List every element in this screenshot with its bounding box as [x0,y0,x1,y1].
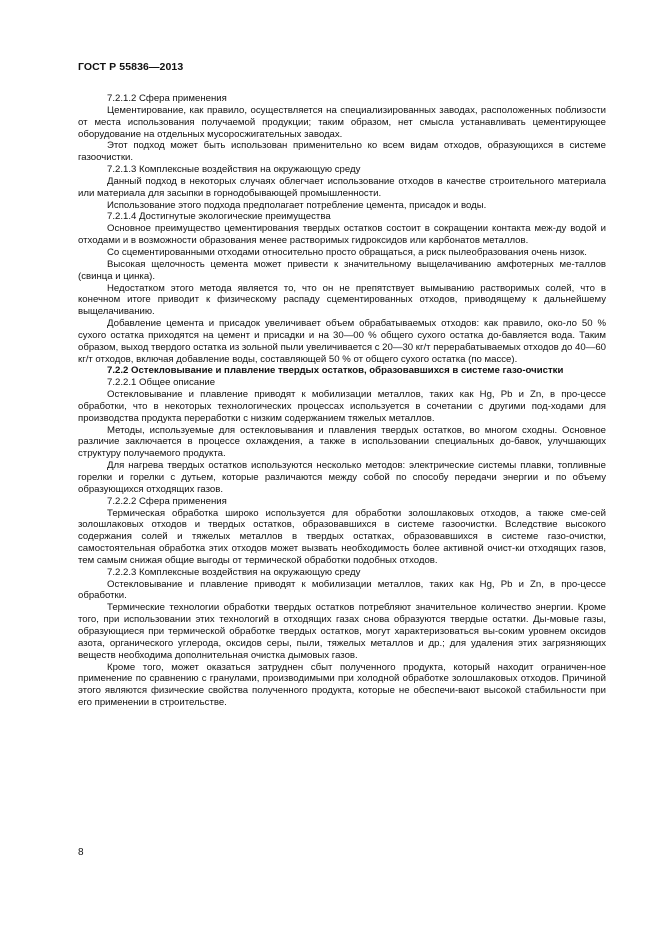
paragraph: Цементирование, как правило, осуществляется на специализированных заводах, расположенных поблизости от места использования получаемой продукции; таким образом, нет смысла устанавливать цементирующее оборудование на отдельных мусоросжигательных заводах. [78,104,606,140]
paragraph: Методы, используемые для остекловывания и плавления твердых остатков, во многом сходны. Основное различие заключается в процессе охлаждения, а также в использовании специальных до-бавок, улучшающих структуру получаемого продукта. [78,424,606,460]
paragraph: Недостатком этого метода является то, что он не препятствует вымыванию растворимых солей, что в конечном итоге приводит к физическому распаду сцементированных отходов, приводящему к дальнейшему выщелачиванию. [78,282,606,318]
paragraph: Основное преимущество цементирования твердых остатков состоит в сокращении контакта меж-ду водой и отходами и в возможности образования менее растворимых гидроксидов или карбонатов металлов. [78,223,606,247]
section-heading: 7.2.2.2 Сфера применения [107,495,227,507]
paragraph: Остекловывание и плавление приводят к мобилизации металлов, таких как Hg, Pb и Zn, в про-цессе обработки. [78,578,606,602]
paragraph: Со сцементированными отходами относительно просто обращаться, а риск пылеобразования очень низок. [107,246,587,258]
page-number: 8 [78,847,84,858]
paragraph: Остекловывание и плавление приводят к мобилизации металлов, таких как Hg, Pb и Zn, в про-цессе обработки, что в некоторых технологических процессах используется в сочетании с другими под-ходами для производства продукта переработки с низким содержанием тяжелых металлов. [78,389,606,424]
paragraph: Для нагрева твердых остатков используются несколько методов: электрические системы плавки, топливные горелки и горелки с дутьем, которые различаются между собой по способу передачи энергии и по объему образующихся отходящих газов. [78,460,606,495]
paragraph: Термические технологии обработки твердых остатков потребляют значительное количество энергии. Кроме того, при использовании этих технологий в отходящих газах снова образуются твердые остатки. Ды-мовые газы, образующиеся при термической обработке твердых остатков, могут характеризоваться вы-соким уровнем оксидов азота, органического углерода, оксидов серы, пыли, тяжелых металлов и др.; для удаления этих загрязняющих веществ необходима дополнительная очистка дымовых газов. [78,602,606,661]
paragraph: Этот подход может быть использован применительно ко всем видам отходов, образующихся в системе газоочистки. [78,140,606,164]
paragraph: Добавление цемента и присадок увеличивает объем обрабатываемых отходов: как правило, око-ло 50 % сухого остатка приходятся на цемент и присадки и на 30—00 % общего сухого остатка до-бавляется вода. Таким образом, выход твердого остатка из зольной пыли увеличивается с 20—30 кг/т перерабатываемых отходов до 40—60 кг/т отходов, включая добавление воды, составляющей 50 % от общего сухого остатка (по массе). [78,318,606,365]
section-heading: 7.2.2.3 Комплексные воздействия на окружающую среду [107,566,361,578]
paragraph: Термическая обработка широко используется для обработки золошлаковых отходов, а также сме-сей золошлаковых отходов и твердых остатков, образовавшихся в системе газоочистки. Вследствие высокого содержания солей и тяжелых металлов в твердых остатках, образовавшихся в системе газо-очистки, самостоятельная обработка этих отходов может вызвать необходимость более активной очист-ки отходящих газов, тем самым снижая общие выгоды от термической обработки подобных отходов. [78,507,606,566]
section-heading: 7.2.1.3 Комплексные воздействия на окружающую среду [107,164,361,176]
section-heading: 7.2.2 Остекловывание и плавление твердых остатков, образовавшихся в системе газо-очистки [107,365,564,377]
paragraph: Высокая щелочность цемента может привести к значительному выщелачиванию амфотерных ме-таллов (свинца и цинка). [78,258,606,282]
section-heading: 7.2.2.1 Общее описание [107,377,216,389]
paragraph: Кроме того, может оказаться затруднен сбыт полученного продукта, который находит ограничен-ное применение по сравнению с гранулами, производимыми при холодной обработке золошлаковых отходов. Причиной этого являются физические свойства полученного продукта, которые не обеспечи-вают высокой стабильности при его применении в строительстве. [78,661,606,709]
document-body [78,93,606,709]
document-header: ГОСТ Р 55836—2013 [78,61,184,73]
paragraph: Использование этого подхода предполагает потребление цемента, присадок и воды. [107,199,487,211]
paragraph: Данный подход в некоторых случаях облегчает использование отходов в качестве строительного материала или материала для засыпки в горнодобывающей промышленности. [78,175,606,199]
section-heading: 7.2.1.2 Сфера применения [107,93,227,104]
section-heading: 7.2.1.4 Достигнутые экологические преимущества [107,211,331,223]
